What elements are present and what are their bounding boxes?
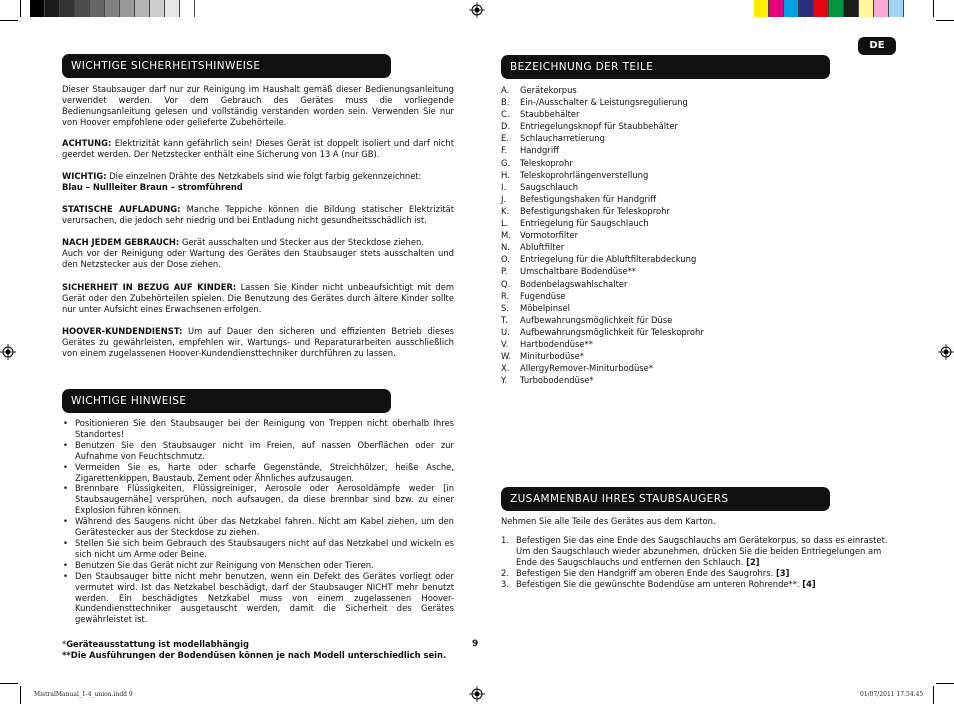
assembly-intro: Nehmen Sie alle Teile des Gerätes aus dem Karton.: [501, 516, 716, 526]
page-number: 9: [472, 639, 479, 649]
list-item: V. Hartbodendüse**: [501, 338, 593, 349]
list-item: G. Teleskoprohr: [501, 157, 573, 168]
registration-mark-icon: [469, 2, 485, 18]
list-item: K. Befestigungshaken für Teleskoprohr: [501, 205, 670, 216]
list-item: T. Aufbewahrungsmöglichkeit für Düse: [501, 314, 673, 325]
list-item: 2. Befestigen Sie den Handgriff am oberen Ende des Saugrohrs. [3]: [501, 567, 790, 578]
list-item: • Vermeiden Sie es, harte oder scharfe Gegenstände, Streichhölzer, heiße Asche, Zigarettenkippen, Baustaub, Zement oder Ähnliches aufzusaugen.: [62, 462, 454, 484]
trim-mark: [20, 0, 21, 17]
list-item: • Positionieren Sie den Staubsauger bei der Reinigung von Treppen nicht oberhalb Ihres Standortes!: [62, 418, 454, 440]
section-heading-safety: WICHTIGE SICHERHEITSHINWEISE: [62, 54, 391, 78]
list-item: A. Gerätekorpus: [501, 85, 577, 95]
list-item: Q. Bodenbelagswahlschalter: [501, 278, 628, 289]
footnote-nozzles: **Die Ausführungen der Bodendüsen können je nach Modell unterschiedlich sein.: [62, 650, 447, 660]
trim-mark: [936, 683, 954, 684]
list-item: X. AllergyRemover-Miniturbodüse*: [501, 363, 654, 374]
list-item: I. Saugschlauch: [501, 181, 579, 192]
list-item: D. Entriegelungsknopf für Staubbehälter: [501, 121, 678, 132]
list-item: R. Fugendüse: [501, 290, 566, 301]
list-item: O. Entriegelung für die Abluftfilterabdeckung: [501, 254, 697, 265]
list-item: S. Möbelpinsel: [501, 302, 570, 313]
safety-service: HOOVER-KUNDENDIENST: Um auf Dauer den sicheren und effizienten Betrieb dieses Gerätes zu gewährleisten, empfehlen wir, Wartungs- und Reparaturarbeiten ausschließlich von einem zugelassenen Hoover-Kundendiensttechniker durchführen zu lassen.: [62, 326, 454, 358]
cmyk-color-bar: [754, 0, 904, 17]
list-item: F. Handgriff: [501, 145, 559, 156]
assembly-steps: [501, 535, 893, 590]
list-item: L. Entriegelung für Saugschlauch: [501, 218, 649, 229]
list-item: Y. Turbobodendüse*: [501, 375, 594, 386]
list-item: C. Staubbehälter: [501, 109, 580, 120]
section-heading-assembly: ZUSAMMENBAU IHRES STAUBSAUGERS: [501, 487, 830, 511]
list-item: • Brennbare Flüssigkeiten, Flüssigreiniger, Aerosole oder Aerosoldämpfe weder [in Staubsaugernähe] versprühen, noch aufsaugen, da diese brennbar sind bzw. zu einer Explosion führen können.: [62, 483, 454, 516]
safety-achtung: ACHTUNG: Elektrizität kann gefährlich sein! Dieses Gerät ist doppelt isoliert und darf nicht geerdet werden. Der Netzstecker enthält eine Sicherung von 13 A (nur GB).: [62, 138, 454, 159]
list-item: P. Umschaltbare Bodendüse**: [501, 266, 636, 277]
list-item: W. Miniturbodüse*: [501, 351, 584, 362]
safety-static: STATISCHE AUFLADUNG: Manche Teppiche können die Bildung statischer Elektrizität verursachen, die jedoch sehr niedrig und bei Entladung nicht gesundheitsschädlich ist.: [62, 204, 454, 225]
footnote-equipment: *Geräteausstattung ist modellabhängig: [62, 639, 250, 649]
list-item: • Stellen Sie sich beim Gebrauch des Staubsaugers nicht auf das Netzkabel und wickeln es sich nicht um Arme oder Beine.: [62, 538, 454, 560]
list-item: E. Schlaucharretierung: [501, 133, 605, 144]
registration-mark-icon: [0, 344, 16, 360]
safety-after-use: NACH JEDEM GEBRAUCH: Gerät ausschalten und Stecker aus der Steckdose ziehen. Auch vor der Reinigung oder Wartung des Gerätes den Staubsauger stets ausschalten und den Netzstecker aus der Dose ziehen.: [62, 237, 454, 269]
trim-mark: [933, 686, 934, 704]
list-item: • Benutzen Sie das Gerät nicht zur Reinigung von Menschen oder Tieren.: [62, 560, 454, 571]
list-item: • Während des Saugens nicht über das Netzkabel fahren. Nicht am Kabel ziehen, um den Gerätestecker aus der Steckdose zu ziehen.: [62, 516, 454, 538]
trim-mark: [20, 686, 21, 704]
list-item: • Den Staubsauger bitte nicht mehr benutzen, wenn ein Defekt des Gerätes vorliegt oder vermutet wird. Ist das Netzkabel beschädigt, darf der Staubsauger NICHT mehr benutzt werden. Ein beschädigtes Netzkabel muss von einem zugelassenen Hoover-Kundendiensttechniker ausgetauscht werden, damit die Sicherheit des Gerätes gewährleistet ist.: [62, 571, 454, 626]
list-item: H. Teleskoprohrlängenverstellung: [501, 169, 649, 180]
registration-mark-icon: [469, 686, 485, 702]
list-item: 3. Befestigen Sie die gewünschte Bodendüse am unteren Rohrende**. [4]: [501, 578, 816, 589]
safety-wichtig: WICHTIG: Die einzelnen Drähte des Netzkabels sind wie folgt farbig gekennzeichnet: Blau – Nullleiter Braun – stromführend: [62, 171, 422, 192]
section-heading-notes: WICHTIGE HINWEISE: [62, 389, 391, 413]
list-item: M. Vormotorfilter: [501, 230, 579, 241]
trim-mark: [933, 0, 934, 17]
section-heading-parts: BEZEICHNUNG DER TEILE: [501, 55, 830, 79]
list-item: • Benutzen Sie den Staubsauger nicht im Freien, auf nassen Oberflächen oder zur Aufnahme von Feuchtschmutz.: [62, 440, 454, 462]
language-tab: DE: [858, 37, 896, 55]
grayscale-color-bar: [30, 0, 195, 17]
notes-list: [62, 418, 454, 625]
registration-mark-icon: [938, 344, 954, 360]
list-item: B. Ein-/Ausschalter & Leistungsregulierung: [501, 97, 688, 108]
trim-mark: [0, 20, 18, 21]
trim-mark: [936, 20, 954, 21]
trim-mark: [0, 683, 18, 684]
footer-file-name: MistralManual_1-4_union.indd 9: [34, 691, 133, 698]
safety-children: SICHERHEIT IN BEZUG AUF KINDER: Lassen Sie Kinder nicht unbeaufsichtigt mit dem Gerät oder den Zubehörteilen spielen. Die Benutzung des Gerätes durch ältere Kinder sollte nur unter Aufsicht eines Erwachsenen erfolgen.: [62, 282, 455, 314]
list-item: U. Aufbewahrungsmöglichkeit für Teleskoprohr: [501, 326, 704, 337]
list-item: 1. Befestigen Sie das eine Ende des Saugschlauchs am Gerätekorpus, so dass es einrastet. Um den Saugschlauch wieder abzunehmen, drücken Sie die beiden Entriegelungen am Ende des Saugschlauchs und entfernen den Schlauch. [2]: [501, 535, 888, 567]
safety-intro: Dieser Staubsauger darf nur zur Reinigung im Haushalt gemäß dieser Bedienungsanleitung verwendet werden. Vor dem Gebrauch des Gerätes muss die vorliegende Bedienungsanleitung gelesen und vollständig verstanden worden sein. Verwenden Sie nur von Hoover empfohlene oder gelieferte Zubehörteile.: [62, 84, 454, 127]
parts-list: [501, 84, 704, 386]
footer-date: 01/07/2011 17.54.45: [860, 691, 924, 698]
list-item: N. Abluftfilter: [501, 242, 565, 253]
list-item: J. Befestigungshaken für Handgriff: [501, 193, 656, 204]
